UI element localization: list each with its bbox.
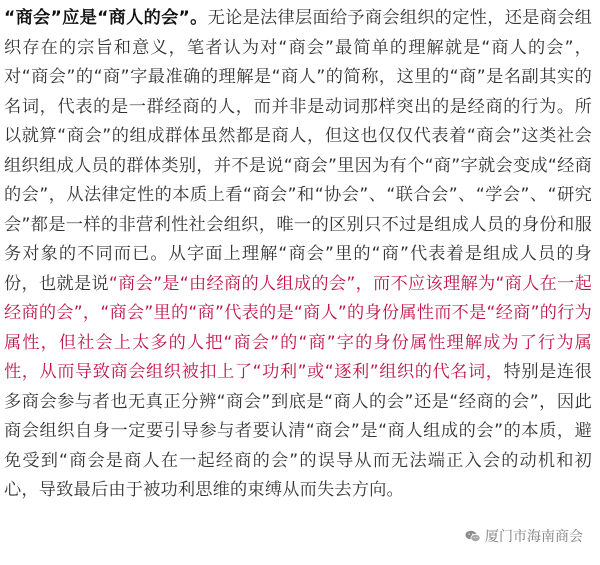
article-paragraph	[4, 4, 592, 506]
source-watermark	[462, 525, 586, 547]
paragraph-text-part2: 特别是连很多商会参与者也无真正分辨“商会”到底是“商人的会”还是“经商的会”，因此商会组织自身一定要引导参与者要认清“商会”是“商人组成的会”的本质，避免受到“商会是商人在一起经商的会”的误导从而无法端正入会的动机和初心，导致最后由于被功利思维的束缚从而失去方向。	[4, 362, 592, 500]
lead-heading: “商会”应是“商人的会”。	[4, 8, 208, 28]
article-body	[4, 4, 592, 506]
wechat-icon	[465, 530, 481, 543]
watermark-label: 厦门市海南商会	[485, 529, 583, 545]
highlighted-text: “商会”是“由经商的人组成的会”，而不应该理解为“商人在一起经商的会”，“商会”里的“商”代表的是“商人”的身份属性而不是“经商”的行为属性，但社会上太多的人把“商会”的“商”字的身份属性理解成为了行为属性，从而导致商会组织被扣上了“功利”或“逐利”组织的代名词，	[4, 273, 592, 382]
paragraph-text-part1: 无论是法律层面给予商会组织的定性，还是商会组织存在的宗旨和意义，笔者认为对“商会”最简单的理解就是“商人的会”，对“商会”的“商”字最准确的理解是“商人”的简称，这里的“商”是名副其实的名词，代表的是一群经商的人，而并非是动词那样突出的是经商的行为。所以就算“商会”的组成群体虽然都是商人，但这也仅仅代表着“商会”这类社会组织组成人员的群体类别，并不是说“商会”里因为有个“商”字就会变成“经商的会”，从法律定性的本质上看“商会”和“协会”、“联合会”、“学会”、“研究会”都是一样的非营利性社会组织，唯一的区别只不过是组成人员的身份和服务对象的不同而已。从字面上理解“商会”里的“商”代表着是组成人员的身份，也就是说	[4, 8, 592, 294]
